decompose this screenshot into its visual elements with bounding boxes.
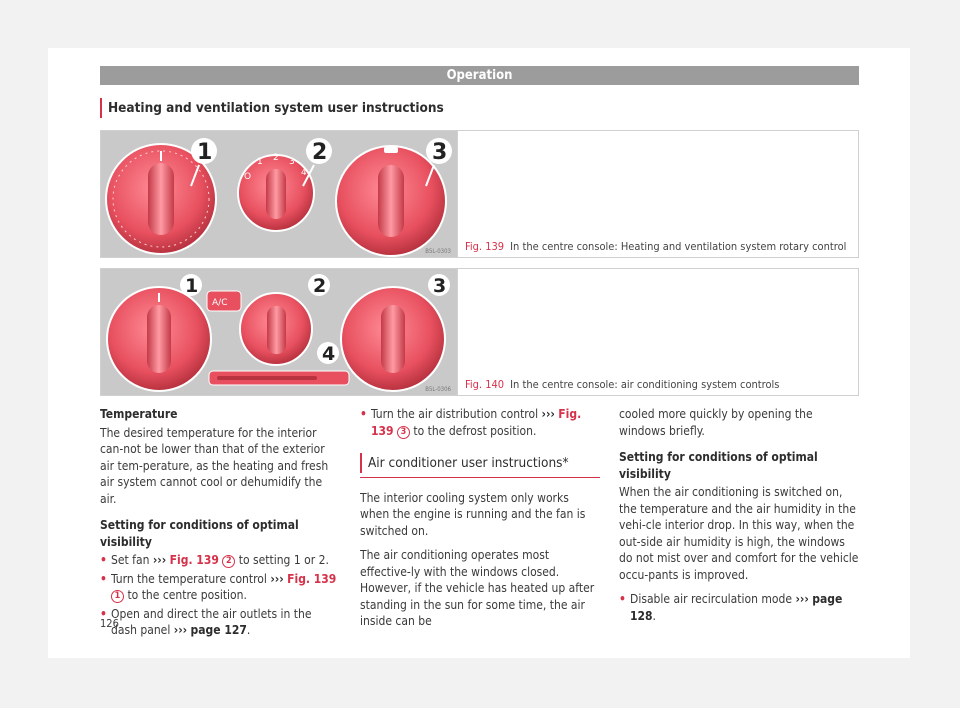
ref-arrow-icon: ››› (270, 571, 284, 586)
ac-controls-illustration (101, 269, 457, 395)
svg-text:4: 4 (322, 343, 336, 365)
ac-button-icon (207, 291, 241, 311)
figure-140-caption (465, 378, 779, 391)
figure-139 (100, 130, 859, 258)
temperature-knob-icon (107, 287, 211, 391)
ref-arrow-icon: ››› (541, 407, 555, 421)
ac-section-heading: Air conditioner user instructions* (360, 455, 600, 478)
callout-ref: 2 (222, 555, 235, 568)
svg-text:1: 1 (197, 140, 213, 165)
svg-text:2: 2 (273, 153, 279, 163)
ac-paragraph-1: The interior cooling system only works when the engine is running and the fan is switched on. (360, 490, 586, 538)
svg-text:3: 3 (289, 157, 295, 167)
temperature-heading: Temperature (100, 407, 178, 421)
figure-140 (100, 268, 859, 396)
ref-arrow-icon: ››› (152, 553, 167, 567)
fan-knob-icon (240, 293, 312, 365)
ac-paragraph-2: The air conditioning operates most effective-ly with the windows closed. However, if the vehicle has heated up after standing in the sun for some time, the air inside can be (360, 548, 595, 628)
image-code: B5L-0306 (425, 386, 451, 393)
temperature-paragraph: The desired temperature for the interior can-not be lower than that of the exterior air tem-perature, as the heating and fresh air system cannot cool or dehumidify the air. (100, 425, 329, 506)
page-link[interactable]: page 128 (630, 592, 843, 623)
figure-number: Fig. 139 (465, 240, 505, 253)
running-header: Operation (100, 66, 859, 85)
ac-visibility-paragraph: When the air conditioning is switched on, the temperature and the air humidity in the vehi-cle interior drop. In this way, when the out-side air humidity is high, the windows do not mist over and comfort for the vehicle occu-pants is improved. (619, 485, 859, 582)
svg-text:3: 3 (433, 275, 447, 297)
caption-text: In the centre console: Heating and ventilation system rotary control (510, 240, 847, 253)
figure-number: Fig. 140 (465, 378, 505, 391)
list-item: • Turn the air distribution control ››› Fig. 139 3 to the defrost position. (360, 406, 600, 439)
svg-text:A/C: A/C (212, 298, 228, 308)
image-code: B5L-0303 (425, 248, 451, 255)
fan-knob-icon (238, 153, 314, 231)
optimal-visibility-heading: Setting for conditions of optimal visibility (100, 518, 299, 549)
page-number: 126 (100, 617, 119, 630)
heating-controls-illustration (101, 131, 457, 257)
list-item: • Turn the temperature control ››› Fig. 139 1 to the centre position. (100, 571, 340, 604)
svg-text:O: O (244, 172, 252, 182)
ref-arrow-icon: ››› (173, 623, 188, 637)
optimal-visibility-heading-2: Setting for conditions of optimal visibility (619, 450, 818, 481)
caption-text: In the centre console: air conditioning system controls (510, 378, 780, 391)
figure-139-image (101, 131, 458, 257)
svg-text:1: 1 (257, 157, 263, 167)
callout-ref: 1 (111, 590, 124, 603)
figure-140-image (101, 269, 458, 395)
svg-text:2: 2 (313, 275, 327, 297)
section-title: Heating and ventilation system user instructions (100, 100, 859, 116)
svg-text:3: 3 (432, 140, 448, 165)
callout-ref: 3 (397, 426, 410, 439)
text-column-3 (619, 406, 859, 626)
list-item: • Open and direct the air outlets in the dash panel ››› page 127. (100, 606, 340, 639)
air-distribution-knob-icon (336, 146, 446, 256)
figure-139-caption (465, 240, 846, 253)
text-column-1 (100, 406, 340, 641)
ac-paragraph-continued: cooled more quickly by opening the windows briefly. (619, 407, 813, 438)
figure-link[interactable]: Fig. 139 (287, 571, 337, 586)
svg-text:1: 1 (185, 275, 199, 297)
text-column-2 (360, 406, 600, 638)
svg-text:2: 2 (312, 140, 328, 165)
recirculation-slider-icon (209, 371, 349, 385)
svg-text:4: 4 (301, 168, 307, 178)
list-item: • Set fan ››› Fig. 139 2 to setting 1 or 2. (100, 552, 340, 569)
air-distribution-knob-icon (341, 287, 445, 391)
figure-link[interactable]: Fig. 139 (169, 553, 219, 567)
list-item: • Disable air recirculation mode ››› page 128. (619, 591, 859, 624)
figure-link[interactable]: Fig. 139 (371, 407, 582, 438)
page-link[interactable]: page 127 (190, 623, 247, 637)
ref-arrow-icon: ››› (795, 592, 809, 606)
